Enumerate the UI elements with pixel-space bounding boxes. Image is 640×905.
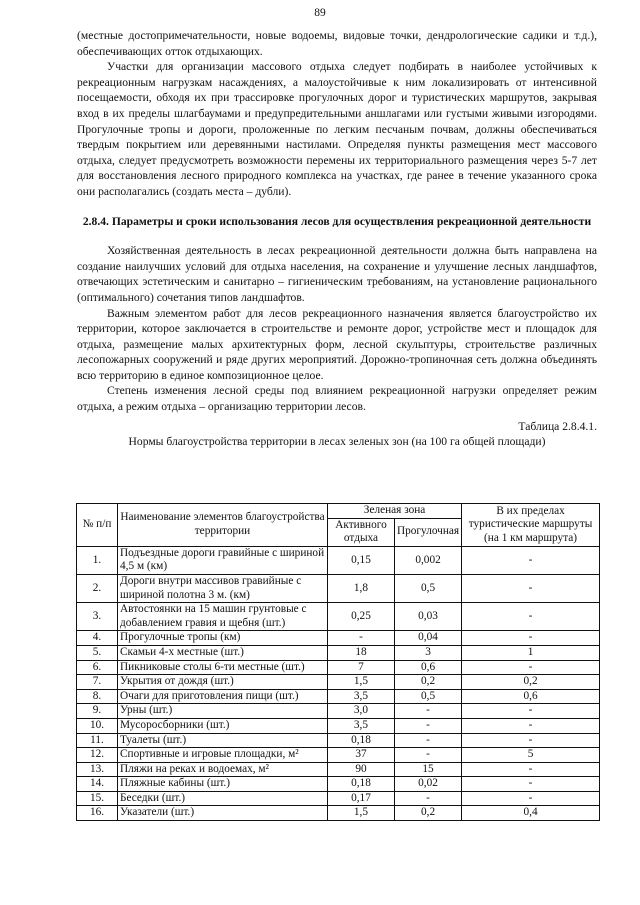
section-heading: 2.8.4. Параметры и сроки использования лесов для осуществления рекреационной деятельности	[82, 214, 592, 228]
row-walk-value: 0,5	[394, 689, 461, 704]
row-number: 12.	[77, 748, 118, 763]
row-name: Дороги внутри массивов гравийные с шириной полотна 3 м. (км)	[118, 574, 328, 602]
row-route-value: 1	[462, 645, 600, 660]
row-number: 10.	[77, 718, 118, 733]
table-row	[77, 718, 600, 733]
row-active-value: 1,5	[328, 806, 395, 821]
row-walk-value: 0,04	[394, 631, 461, 646]
table-row	[77, 645, 600, 660]
table-row	[77, 748, 600, 763]
header-walk: Прогулочная	[394, 518, 461, 546]
row-route-value: 0,4	[462, 806, 600, 821]
table-body	[77, 546, 600, 820]
row-active-value: 90	[328, 762, 395, 777]
row-name: Пляжные кабины (шт.)	[118, 777, 328, 792]
row-walk-value: -	[394, 733, 461, 748]
table-row	[77, 603, 600, 631]
table-row	[77, 762, 600, 777]
row-name: Очаги для приготовления пищи (шт.)	[118, 689, 328, 704]
row-number: 2.	[77, 574, 118, 602]
table-row	[77, 689, 600, 704]
paragraph-recreation-sites: Участки для организации массового отдыха следует подбирать в наиболее устойчивых к рекреационным нагрузкам насаждениях, а малоустойчивые к ним локализировать от интенсивной посещаемости, обходя их при трассировке прогулочных дорог и туристических маршрутов, закрывая вход в их пределы шлагбаумами и предупредительными аншлагами или густыми живыми изгородями. Прогулочные тропы и дороги, проложенные по легким песчаным почвам, должны обеспечиваться твердым покрытием или деревянными настилами. Определяя пункты размещения мест массового отдыха, следует предусмотреть возможности перемены их территориального размещения через 5-7 лет для восстановления лесного природного комплекса на участках, где ранее в течение указанного срока они располагались (создать места – дубли).	[77, 60, 597, 198]
table-row	[77, 791, 600, 806]
table-number: Таблица 2.8.4.1.	[518, 419, 597, 433]
row-number: 6.	[77, 660, 118, 675]
header-name: Наименование элементов благоустройства территории	[118, 504, 328, 547]
row-route-value: -	[462, 660, 600, 675]
paragraph-economic-activity: Хозяйственная деятельность в лесах рекреационной деятельности должна быть направлена на создание наилучших условий для отдыха населения, на сохранение и улучшение лесных ландшафтов, отвечающих эстетическим и санитарно – гигиеническим требованиям, на установление рационального (оптимального) сочетания типов ландшафтов.	[77, 244, 597, 304]
table-row	[77, 631, 600, 646]
row-route-value: 0,2	[462, 675, 600, 690]
row-walk-value: 0,2	[394, 675, 461, 690]
row-walk-value: -	[394, 718, 461, 733]
row-number: 11.	[77, 733, 118, 748]
table-title: Нормы благоустройства территории в лесах зеленых зон (на 100 га общей площади)	[128, 435, 546, 449]
paragraph-recreation-load: Степень изменения лесной среды под влиянием рекреационной нагрузки определяет режим отдыха, а режим отдыха – организацию территории лесов.	[77, 384, 597, 414]
row-name: Спортивные и игровые площадки, м²	[118, 748, 328, 763]
row-name: Туалеты (шт.)	[118, 733, 328, 748]
row-walk-value: 0,5	[394, 574, 461, 602]
row-walk-value: -	[394, 704, 461, 719]
row-active-value: 7	[328, 660, 395, 675]
row-number: 5.	[77, 645, 118, 660]
header-active: Активного отдыха	[328, 518, 395, 546]
row-active-value: -	[328, 631, 395, 646]
row-name: Пикниковые столы 6-ти местные (шт.)	[118, 660, 328, 675]
page-body	[77, 28, 597, 450]
row-name: Укрытия от дождя (шт.)	[118, 675, 328, 690]
row-route-value: -	[462, 603, 600, 631]
row-active-value: 0,18	[328, 733, 395, 748]
row-active-value: 0,15	[328, 546, 395, 574]
row-route-value: -	[462, 718, 600, 733]
row-route-value: -	[462, 574, 600, 602]
row-active-value: 0,17	[328, 791, 395, 806]
row-walk-value: -	[394, 748, 461, 763]
row-active-value: 1,5	[328, 675, 395, 690]
row-walk-value: 0,002	[394, 546, 461, 574]
table-row	[77, 675, 600, 690]
row-active-value: 3,5	[328, 718, 395, 733]
table-row	[77, 704, 600, 719]
row-walk-value: 0,03	[394, 603, 461, 631]
row-active-value: 37	[328, 748, 395, 763]
row-route-value: 5	[462, 748, 600, 763]
paragraph-improvement: Важным элементом работ для лесов рекреационного назначения является благоустройство их территории, которое заключается в строительстве и ремонте дорог, устройстве мест и площадок для отдыха, размещение малых архитектурных форм, лесной скульптуры, строительстве различных лесопожарных сооружений и ряде других мероприятий. Дорожно-тропиночная сеть должна объединять всю территорию в единое композиционное целое.	[77, 306, 597, 382]
table-row	[77, 660, 600, 675]
row-name: Скамьи 4-х местные (шт.)	[118, 645, 328, 660]
row-route-value: -	[462, 777, 600, 792]
header-green-zone: Зеленая зона	[328, 504, 462, 519]
row-active-value: 0,25	[328, 603, 395, 631]
row-name: Урны (шт.)	[118, 704, 328, 719]
row-number: 1.	[77, 546, 118, 574]
header-routes: В их пределах туристические маршруты (на 1 км маршрута)	[462, 504, 600, 547]
row-active-value: 0,18	[328, 777, 395, 792]
table-row	[77, 733, 600, 748]
header-num: № п/п	[77, 504, 118, 547]
page-number: 89	[314, 7, 326, 19]
row-route-value: 0,6	[462, 689, 600, 704]
row-route-value: -	[462, 762, 600, 777]
table-row	[77, 806, 600, 821]
row-name: Беседки (шт.)	[118, 791, 328, 806]
row-walk-value: 0,2	[394, 806, 461, 821]
row-name: Пляжи на реках и водоемах, м²	[118, 762, 328, 777]
row-name: Прогулочные тропы (км)	[118, 631, 328, 646]
row-number: 15.	[77, 791, 118, 806]
row-number: 9.	[77, 704, 118, 719]
row-number: 16.	[77, 806, 118, 821]
intro-paragraph: (местные достопримечательности, новые водоемы, видовые точки, дендрологические садики и т.д.), обеспечивающих отток отдыхающих.	[77, 29, 597, 58]
row-active-value: 3,0	[328, 704, 395, 719]
row-active-value: 1,8	[328, 574, 395, 602]
table-row	[77, 777, 600, 792]
table-row	[77, 574, 600, 602]
row-walk-value: 0,6	[394, 660, 461, 675]
row-number: 3.	[77, 603, 118, 631]
row-route-value: -	[462, 733, 600, 748]
row-route-value: -	[462, 704, 600, 719]
row-route-value: -	[462, 546, 600, 574]
row-number: 8.	[77, 689, 118, 704]
row-route-value: -	[462, 791, 600, 806]
row-number: 4.	[77, 631, 118, 646]
row-name: Мусоросборники (шт.)	[118, 718, 328, 733]
row-walk-value: 0,02	[394, 777, 461, 792]
row-name: Автостоянки на 15 машин грунтовые с добавлением гравия и щебня (шт.)	[118, 603, 328, 631]
norms-table	[76, 503, 600, 821]
row-route-value: -	[462, 631, 600, 646]
row-number: 7.	[77, 675, 118, 690]
row-walk-value: -	[394, 791, 461, 806]
row-active-value: 18	[328, 645, 395, 660]
table-row	[77, 546, 600, 574]
row-walk-value: 3	[394, 645, 461, 660]
row-name: Указатели (шт.)	[118, 806, 328, 821]
row-number: 13.	[77, 762, 118, 777]
row-number: 14.	[77, 777, 118, 792]
row-walk-value: 15	[394, 762, 461, 777]
row-active-value: 3,5	[328, 689, 395, 704]
row-name: Подъездные дороги гравийные с шириной 4,5 м (км)	[118, 546, 328, 574]
